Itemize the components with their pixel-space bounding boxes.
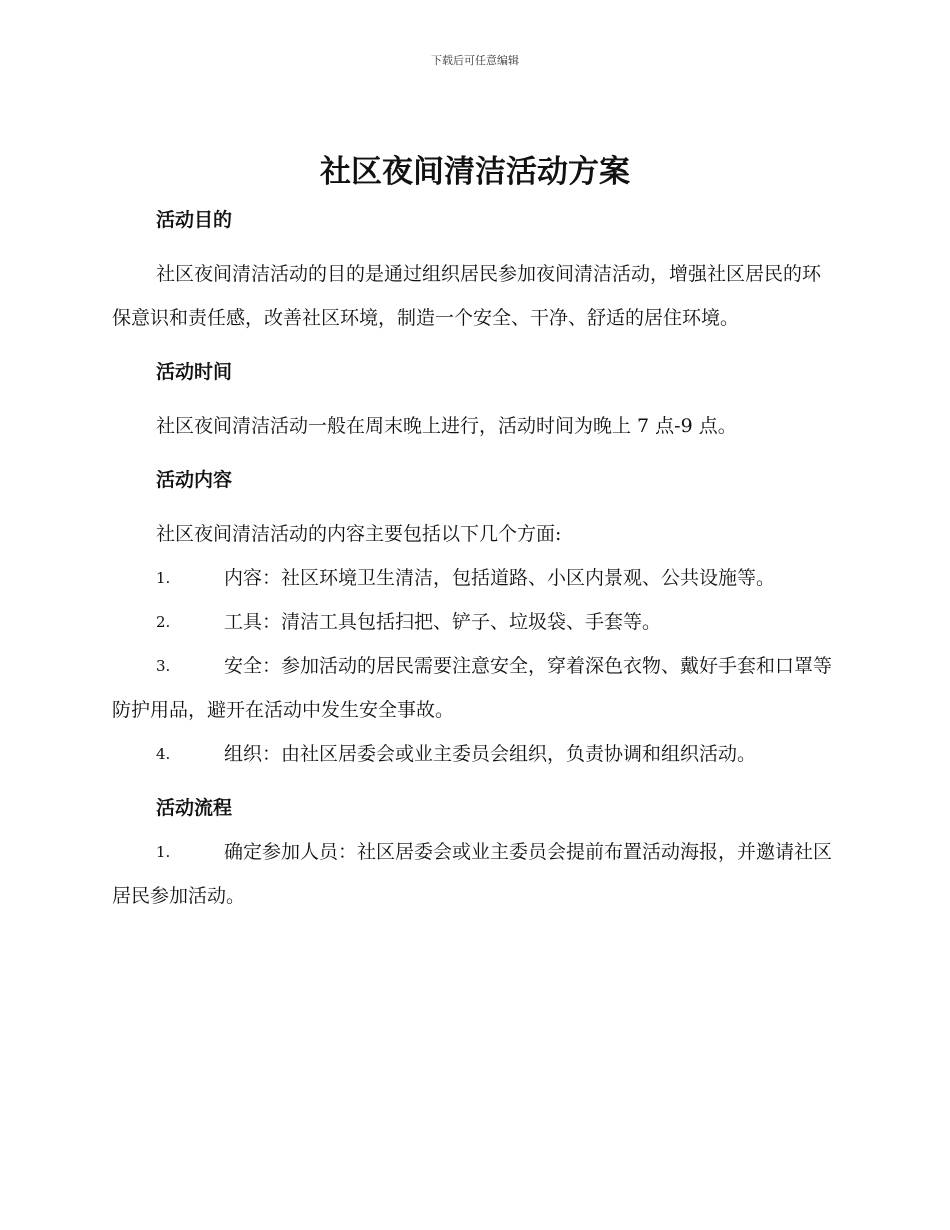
- section-heading-time: 活动时间: [156, 361, 233, 383]
- document-title: 社区夜间清洁活动方案: [320, 154, 630, 190]
- list-item-text: 确定参加人员：社区居委会或业主委员会提前布置活动海报，并邀请社区居民参加活动。: [112, 841, 833, 907]
- list-item: [112, 732, 832, 776]
- list-item: [112, 556, 832, 600]
- list-item-number: 2.: [156, 613, 171, 631]
- section-heading-purpose: 活动目的: [156, 209, 233, 231]
- section-heading-content: 活动内容: [156, 469, 233, 491]
- list-item-number: 3.: [156, 657, 171, 675]
- list-item-text: 安全：参加活动的居民需要注意安全，穿着深色衣物、戴好手套和口罩等防护用品，避开在活动中发生安全事故。: [112, 655, 833, 721]
- list-item: [112, 600, 832, 644]
- list-item-number: 4.: [156, 745, 171, 763]
- list-item-text: 组织：由社区居委会或业主委员会组织，负责协调和组织活动。: [224, 743, 757, 765]
- section-heading-process: 活动流程: [156, 797, 233, 819]
- page-header: 下载后可任意编辑: [431, 54, 519, 67]
- list-item: [112, 644, 832, 732]
- document-body: [112, 198, 832, 918]
- paragraph-content: 社区夜间清洁活动的内容主要包括以下几个方面:: [156, 523, 562, 545]
- list-item-text: 内容：社区环境卫生清洁，包括道路、小区内景观、公共设施等。: [224, 567, 776, 589]
- list-item-number: 1.: [156, 843, 171, 861]
- list-item-text: 工具：清洁工具包括扫把、铲子、垃圾袋、手套等。: [224, 611, 662, 633]
- paragraph-purpose: 社区夜间清洁活动的目的是通过组织居民参加夜间清洁活动，增强社区居民的环保意识和责任感，改善社区环境，制造一个安全、干净、舒适的居住环境。: [112, 263, 822, 329]
- paragraph-time: 社区夜间清洁活动一般在周末晚上进行，活动时间为晚上 7 点-9 点。: [156, 415, 737, 437]
- list-item-number: 1.: [156, 569, 171, 587]
- list-item: [112, 830, 832, 918]
